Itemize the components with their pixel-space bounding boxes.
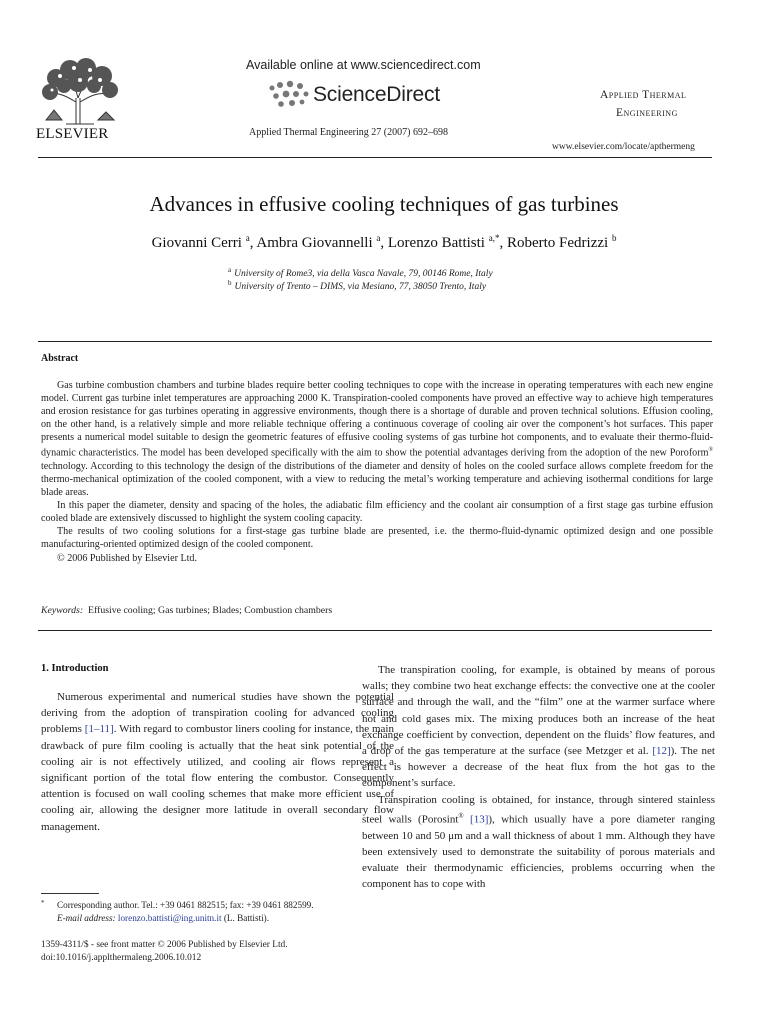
corresponding-author-footnote [41, 897, 381, 924]
author-name: Lorenzo Battisti [387, 235, 485, 251]
sciencedirect-brand: ScienceDirect [313, 83, 440, 106]
body-text: Transpiration cooling is obtained, for instance, through sintered stainless steel walls (Porosint [362, 793, 715, 826]
section-heading: 1. Introduction [41, 663, 109, 674]
publisher-name: ELSEVIER [36, 126, 109, 142]
email-suffix: (L. Battisti). [221, 912, 270, 923]
affiliation-mark: b [228, 279, 232, 287]
footnote-text: Corresponding author. Tel.: +39 0461 882515; fax: +39 0461 882599. [57, 900, 314, 910]
body-text: ), which usually have a pore diameter ranging between 10 and 50 μm and a wall thickness of about 1 mm. Although they have been extensively used to demonstrate the suitability of porous materials and evaluate their thermodynamic efficiencies, problems occurring when the component has to cope with [362, 813, 715, 891]
abstract-text: Gas turbine combustion chambers and turbine blades require better cooling techniques to cope with the increase in operating temperatures with each new engine model. Current gas turbine inlet temperatures are approaching 2000 K. Transpiration-cooled components have proved an effective way to achieve high temperatures and erosion resistance for gas turbines operating in aggressive environments, though there is a shortage of durable and proven technical solutions. Effusion cooling, on the other hand, is a relatively simple and more reliable technique offering a continuous coverage of cooling air over the component’s hot surfaces. This paper presents a numerical model suitable to design the geometric features of effusive cooling systems of gas turbine hot components, and to evaluate their thermo-fluid-dynamic characteristics. The model has been developed specifically with the aim to show the potential advantages deriving from the adoption of the new Poroform [41, 380, 713, 459]
author-affiliation-mark[interactable]: a,* [488, 233, 500, 243]
body-text: ). The net effect is however a decrease of the heat flux from the hot gas to the component’s surface. [362, 745, 715, 790]
footnote-mark: * [41, 899, 45, 907]
body-text: Numerous experimental and numerical studies have shown the potential deriving from the adoption of transpiration cooling for advanced cooling problems [41, 691, 394, 736]
abstract-paragraph: The results of two cooling solutions for a first-stage gas turbine blade are presented, i.e. the thermo-fluid-dynamic optimized design and one possible manufacturing-oriented optimized design of the cooled component. [41, 526, 713, 551]
body-paragraph [41, 689, 394, 835]
reference-link[interactable]: [1–11] [84, 723, 114, 736]
affiliation [228, 266, 493, 279]
author-name: Ambra Giovannelli [256, 235, 373, 251]
author-affiliation-mark: a [245, 233, 250, 243]
abstract-paragraph [41, 379, 713, 499]
right-column [362, 662, 715, 893]
registered-mark: ® [708, 447, 713, 454]
issn-line: 1359-4311/$ - see front matter © 2006 Published by Elsevier Ltd. [41, 940, 288, 950]
author-affiliation-mark: a [376, 233, 381, 243]
abstract-body [41, 379, 713, 565]
available-online-text[interactable]: Available online at www.sciencedirect.com [246, 58, 481, 72]
registered-mark: ® [458, 811, 464, 820]
header-divider [38, 157, 712, 158]
author-email-link[interactable]: lorenzo.battisti@ing.unitn.it [117, 912, 222, 923]
abstract-bottom-divider [38, 630, 712, 631]
journal-citation: Applied Thermal Engineering 27 (2007) 692–698 [249, 127, 448, 138]
journal-url[interactable]: www.elsevier.com/locate/apthermeng [552, 142, 695, 152]
affiliation-text: University of Trento – DIMS, via Mesiano, 77, 38050 Trento, Italy [234, 282, 487, 292]
reference-link[interactable]: [12] [652, 745, 671, 758]
affiliation [228, 279, 486, 292]
abstract-heading: Abstract [41, 353, 79, 364]
body-text: . With regard to combustor liners cooling for instance, the main drawback of pure film cooling is actually that the heat sink potential of the cooling air is not effectively utilized, and cooling air flows represent a significant portion of the total flow entering the combustor. Consequently attention is focused on wall cooling schemes that make more efficient use of cooling air, allowing the designer more latitude in overall secondary flow management. [41, 723, 394, 833]
journal-title [600, 86, 686, 122]
email-label: E-mail address: [57, 912, 116, 923]
author-name: Giovanni Cerri [151, 235, 242, 251]
keywords-label: Keywords: [41, 605, 84, 616]
keywords-text: Effusive cooling; Gas turbines; Blades; Combustion chambers [88, 605, 333, 616]
footnote-divider [41, 893, 99, 894]
body-paragraph [362, 662, 715, 792]
doi-line[interactable]: doi:10.1016/j.applthermaleng.2006.10.012 [41, 953, 202, 963]
journal-title-line2: Engineering [616, 107, 678, 119]
abstract-text: technology. According to this technology the design of the distributions of the diameter and density of holes on the cooled surface allows complete freedom for the thermo-mechanical optimization of the cooled component, with a view to reducing the metal’s working temperature and achieving isothermal conditions for large blade areas. [41, 460, 713, 499]
journal-title-line1: Applied Thermal [600, 89, 687, 101]
left-column [41, 689, 394, 835]
author-name: Roberto Fedrizzi [506, 235, 609, 251]
author-affiliation-mark: b [611, 233, 617, 243]
article-title: Advances in effusive cooling techniques of gas turbines [149, 192, 619, 216]
abstract-top-divider [38, 341, 712, 342]
reference-link[interactable]: [13] [470, 813, 489, 826]
abstract-copyright: © 2006 Published by Elsevier Ltd. [57, 552, 197, 564]
author-list: Giovanni Cerri $^a$, Ambra Giovannelli $^a$, Lorenzo Battisti $^{a,*}$, Roberto Fedrizzi $^b$ [151, 233, 617, 251]
affiliation-mark: a [228, 266, 232, 274]
issn-doi-block [41, 939, 288, 965]
keywords [41, 605, 332, 616]
abstract-paragraph: In this paper the diameter, density and spacing of the holes, the adiabatic film efficiency and the coolant air consumption of a first stage gas turbine effusion cooled blade are extensively discussed to highlight the system cooling capacity. [41, 500, 713, 525]
body-text: The transpiration cooling, for example, is obtained by means of porous walls; they combine two heat exchange effects: the convective one at the cooler surface and through the wall, and the “film” one at the warmer surface where hot and cold gases mix. The mixing produces both an increase of the heat exchange coefficient by convection, dependent on the fluids’ flow features, and a drop of the gas temperature at the surface (see Metzger et al. [362, 664, 715, 758]
body-paragraph [362, 792, 715, 893]
affiliation-text: University of Rome3, via della Vasca Navale, 79, 00146 Rome, Italy [234, 269, 493, 279]
